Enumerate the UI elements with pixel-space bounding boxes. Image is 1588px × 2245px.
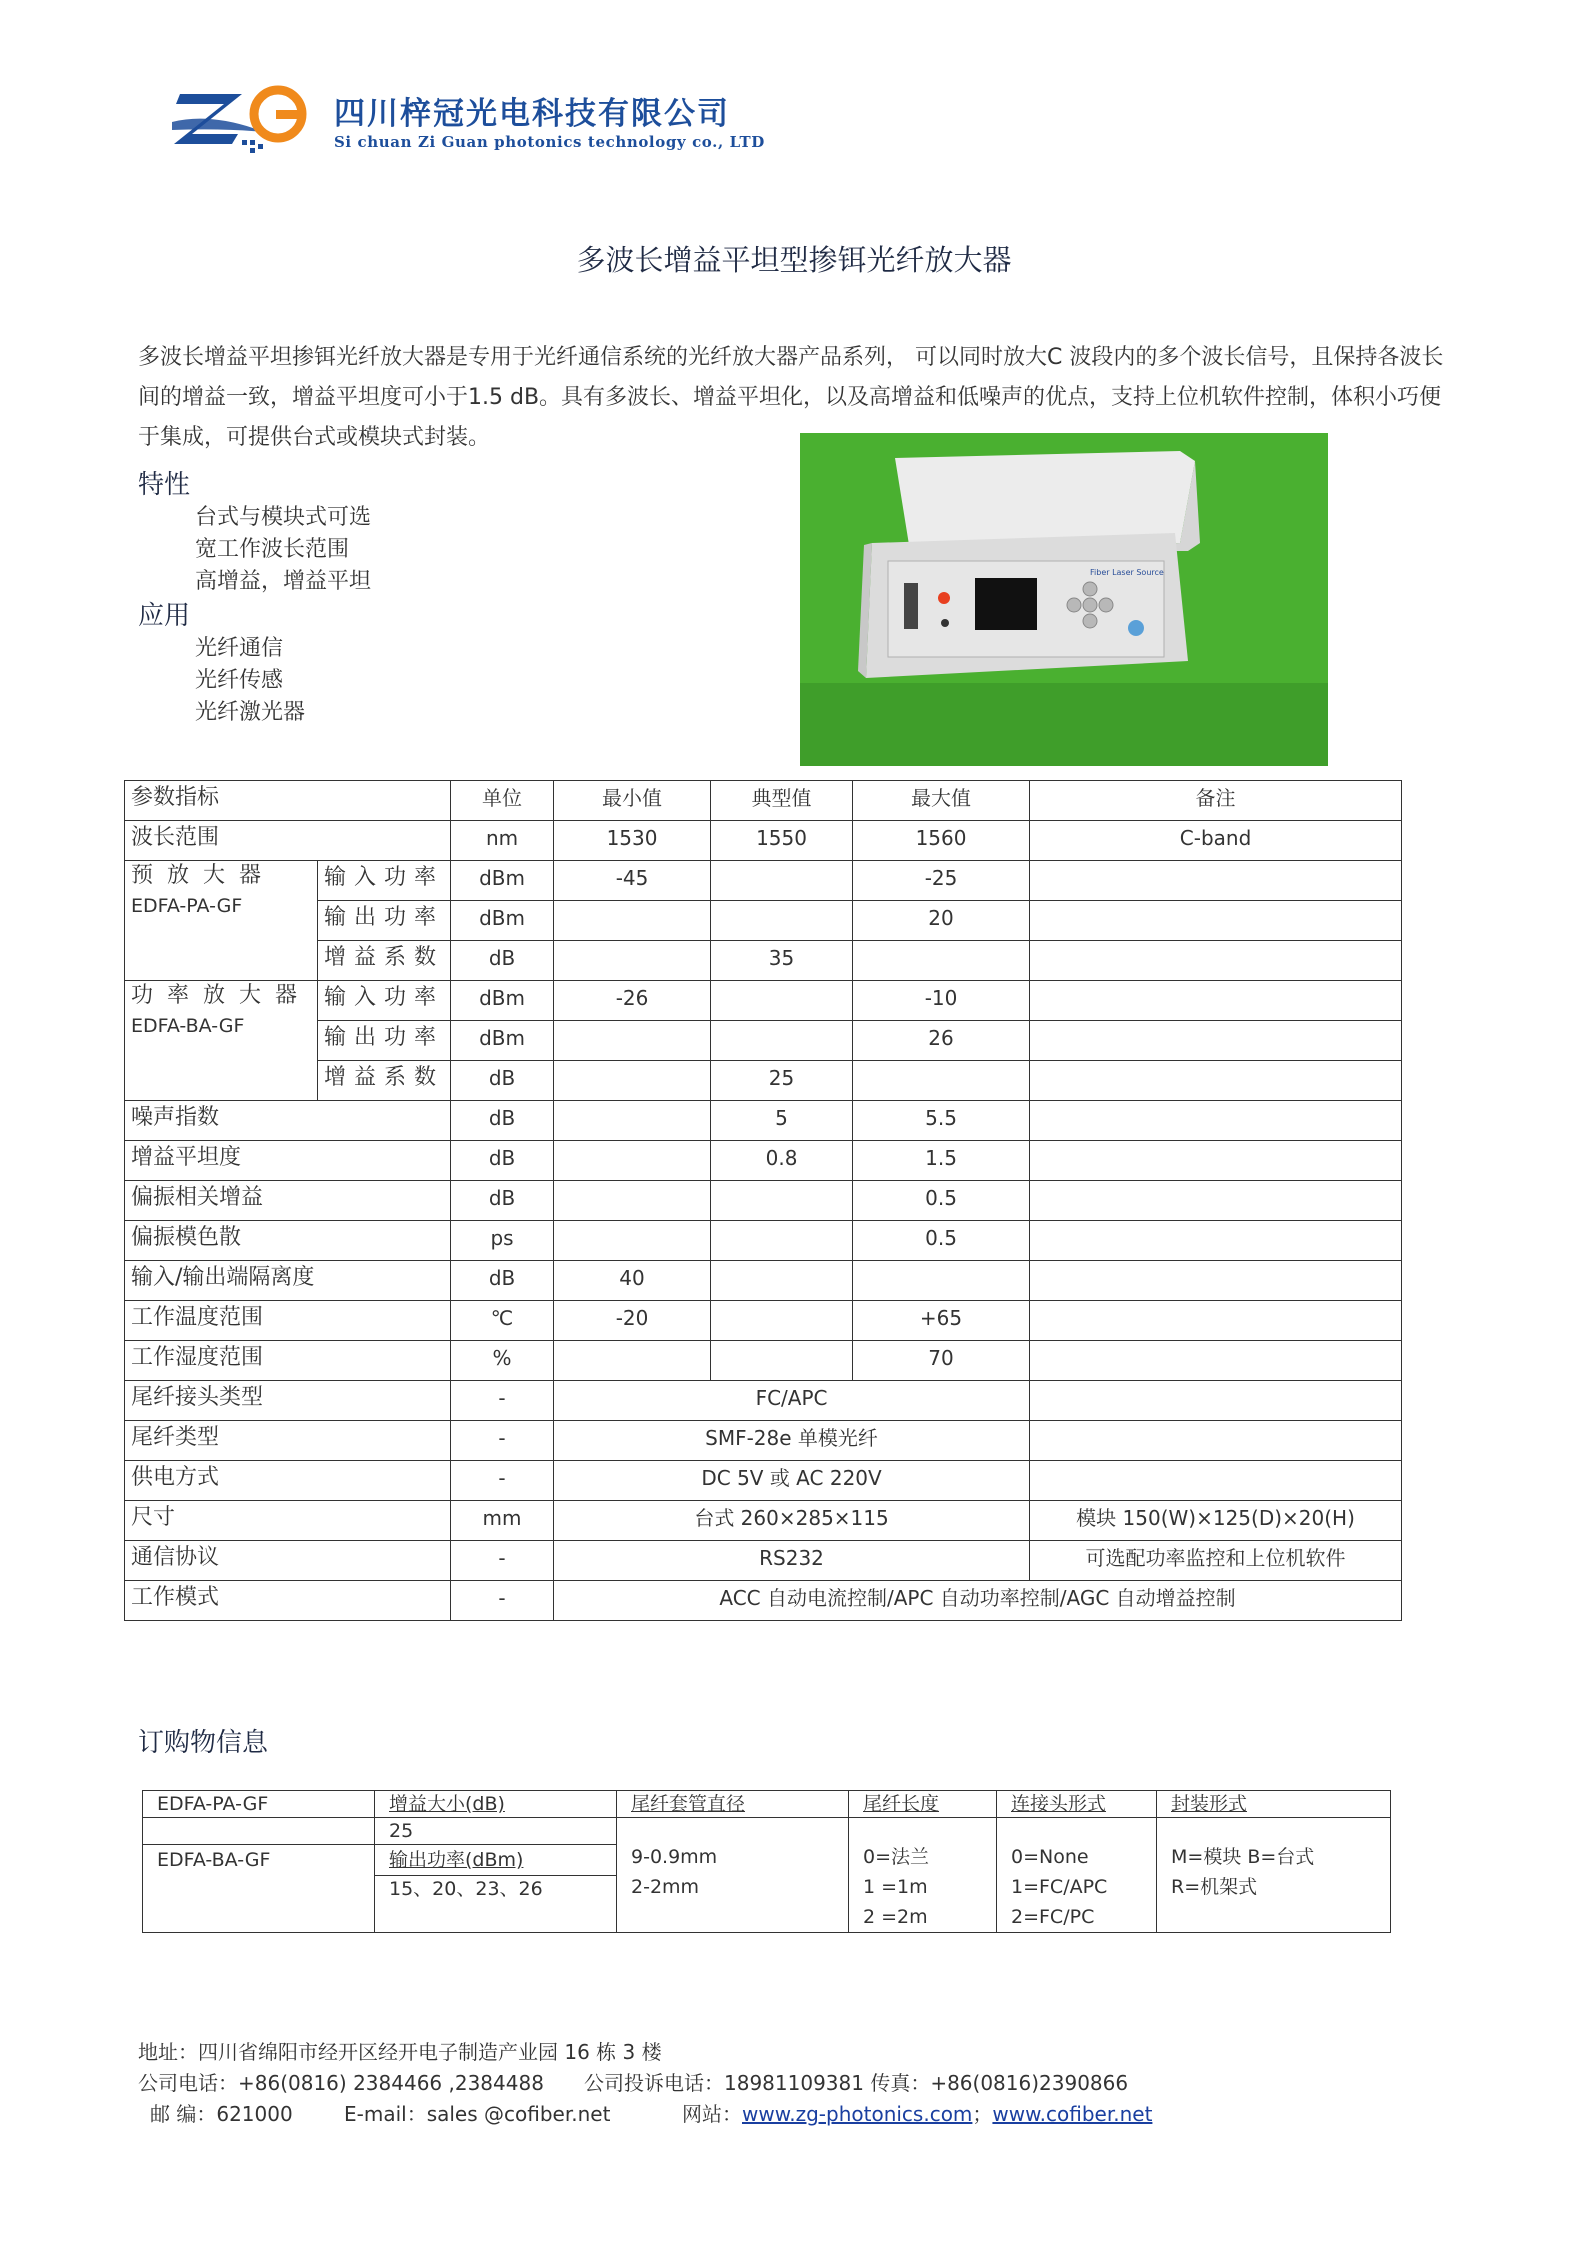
max-cell: 0.5	[853, 1181, 1030, 1221]
typ-cell	[711, 1301, 853, 1341]
logo-letters: ZG	[172, 82, 174, 83]
min-cell	[554, 1061, 711, 1101]
th-typ: 典型值	[711, 781, 853, 821]
table-header-row	[125, 781, 1402, 821]
note-cell	[1030, 901, 1402, 941]
feature-item: 宽工作波长范围	[195, 537, 350, 562]
order-power-label: 输出功率(dBm)	[375, 1844, 616, 1876]
value-cell: 台式 260×285×115	[554, 1501, 1030, 1541]
unit-cell: dB	[451, 1261, 554, 1301]
min-cell	[554, 1101, 711, 1141]
feature-item: 台式与模块式可选	[195, 505, 372, 530]
group-model: EDFA-BA-GF	[131, 1015, 245, 1037]
min-cell: -26	[554, 981, 711, 1021]
unit-cell: dB	[451, 1061, 554, 1101]
unit-cell: dBm	[451, 901, 554, 941]
company-name-en: Si chuan Zi Guan photonics technology co., LTD	[334, 133, 765, 151]
footer-website	[682, 2098, 1152, 2127]
th-min: 最小值	[554, 781, 711, 821]
table-row	[125, 861, 1402, 901]
order-heading: 订购物信息	[138, 1728, 269, 1758]
max-cell: 70	[853, 1341, 1030, 1381]
min-cell	[554, 1341, 711, 1381]
order-ferrule-label: 尾纤套管直径	[617, 1791, 848, 1818]
order-package-label: 封装形式	[1157, 1791, 1390, 1818]
unit-cell: nm	[451, 821, 554, 861]
typ-cell: 1550	[711, 821, 853, 861]
min-cell	[554, 941, 711, 981]
table-row	[125, 1381, 1402, 1421]
application-item: 光纤传感	[195, 668, 284, 693]
param-name: 噪声指数	[125, 1101, 451, 1141]
company-logo	[172, 82, 322, 154]
table-row	[125, 1421, 1402, 1461]
unit-cell: mm	[451, 1501, 554, 1541]
param-name: 供电方式	[125, 1461, 451, 1501]
sub-param: 输入功率	[318, 981, 451, 1021]
unit-cell: -	[451, 1421, 554, 1461]
order-ferrule-value: 2-2mm	[631, 1876, 700, 1898]
param-name: 工作温度范围	[125, 1301, 451, 1341]
order-connector-value: 0=None	[1011, 1846, 1089, 1868]
unit-cell: dB	[451, 1181, 554, 1221]
table-row	[125, 1301, 1402, 1341]
typ-cell: 35	[711, 941, 853, 981]
order-model-pa: EDFA-PA-GF	[143, 1791, 374, 1818]
applications-heading: 应用	[138, 601, 191, 631]
website-link-2[interactable]: www.cofiber.net	[992, 2102, 1153, 2126]
note-cell	[1030, 1381, 1402, 1421]
unit-cell: dBm	[451, 861, 554, 901]
order-length-value: 0=法兰	[863, 1846, 930, 1868]
table-row	[125, 1501, 1402, 1541]
value-cell: DC 5V 或 AC 220V	[554, 1461, 1030, 1501]
value-cell: RS232	[554, 1541, 1030, 1581]
sub-param: 输出功率	[318, 1021, 451, 1061]
typ-cell	[711, 901, 853, 941]
param-name: 尾纤接头类型	[125, 1381, 451, 1421]
param-name: 输入/输出端隔离度	[125, 1261, 451, 1301]
application-item: 光纤通信	[195, 636, 284, 661]
typ-cell: 5	[711, 1101, 853, 1141]
order-model-ba: EDFA-BA-GF	[143, 1844, 374, 1875]
sub-param: 输入功率	[318, 861, 451, 901]
value-cell: FC/APC	[554, 1381, 1030, 1421]
order-gain-value: 25	[389, 1820, 414, 1842]
unit-cell: dBm	[451, 981, 554, 1021]
table-row	[125, 821, 1402, 861]
order-connector-value: 1=FC/APC	[1011, 1876, 1108, 1898]
unit-cell: dBm	[451, 1021, 554, 1061]
table-row	[125, 1581, 1402, 1621]
order-length-value: 1 =1m	[863, 1876, 928, 1898]
min-cell: 1530	[554, 821, 711, 861]
note-cell	[1030, 1021, 1402, 1061]
param-name: 通信协议	[125, 1541, 451, 1581]
order-length-cell	[849, 1791, 997, 1933]
table-row	[125, 981, 1402, 1021]
note-cell	[1030, 1101, 1402, 1141]
unit-cell: dB	[451, 1101, 554, 1141]
note-cell: 模块 150(W)×125(D)×20(H)	[1030, 1501, 1402, 1541]
note-cell	[1030, 941, 1402, 981]
document-title: 多波长增益平坦型掺铒光纤放大器	[576, 243, 1012, 277]
table-row	[125, 1141, 1402, 1181]
group-name: 功率放大器	[131, 983, 312, 1008]
order-power-values: 15、20、23、26	[389, 1878, 543, 1900]
th-param: 参数指标	[125, 781, 451, 821]
order-model-cell	[143, 1791, 375, 1933]
typ-cell	[711, 1261, 853, 1301]
order-package-cell	[1157, 1791, 1391, 1933]
order-package-value: M=模块 B=台式	[1171, 1846, 1315, 1868]
max-cell: 5.5	[853, 1101, 1030, 1141]
group-model: EDFA-PA-GF	[131, 895, 243, 917]
group-name: 预放大器	[131, 863, 276, 888]
panel-label: Fiber Laser Source	[1090, 568, 1164, 577]
footer-phone: 公司电话：+86(0816) 2384466 ,2384488	[138, 2071, 544, 2095]
th-max: 最大值	[853, 781, 1030, 821]
note-cell	[1030, 1261, 1402, 1301]
min-cell	[554, 1021, 711, 1061]
param-name: 工作模式	[125, 1581, 451, 1621]
note-cell	[1030, 1181, 1402, 1221]
param-name: 偏振模色散	[125, 1221, 451, 1261]
value-cell: ACC 自动电流控制/APC 自动功率控制/AGC 自动增益控制	[554, 1581, 1402, 1621]
order-ferrule-value: 9-0.9mm	[631, 1846, 718, 1868]
note-cell	[1030, 1421, 1402, 1461]
min-cell: -45	[554, 861, 711, 901]
footer-email: E-mail：sales @cofiber.net	[344, 2102, 611, 2126]
max-cell: 20	[853, 901, 1030, 941]
application-item: 光纤激光器	[195, 700, 306, 725]
note-cell	[1030, 1461, 1402, 1501]
typ-cell: 0.8	[711, 1141, 853, 1181]
unit-cell: ℃	[451, 1301, 554, 1341]
footer-address: 地址：四川省绵阳市经开区经开电子制造产业园 16 栋 3 楼	[138, 2040, 662, 2064]
group-cell	[125, 981, 318, 1101]
param-name: 尺寸	[125, 1501, 451, 1541]
order-connector-label: 连接头形式	[997, 1791, 1156, 1818]
table-row	[125, 1341, 1402, 1381]
max-cell: +65	[853, 1301, 1030, 1341]
max-cell: 1.5	[853, 1141, 1030, 1181]
typ-cell	[711, 1221, 853, 1261]
param-name: 尾纤类型	[125, 1421, 451, 1461]
company-name-cn: 四川梓冠光电科技有限公司	[334, 96, 730, 132]
unit-cell: dB	[451, 1141, 554, 1181]
website-separator: ；	[972, 2102, 993, 2126]
min-cell	[554, 1181, 711, 1221]
note-cell	[1030, 1061, 1402, 1101]
note-cell	[1030, 1141, 1402, 1181]
footer-complaint: 公司投诉电话：18981109381 传真：+86(0816)2390866	[584, 2071, 1129, 2095]
order-table	[142, 1790, 1391, 1933]
note-cell	[1030, 1301, 1402, 1341]
table-row	[125, 1461, 1402, 1501]
order-gain-cell	[375, 1791, 617, 1933]
unit-cell: -	[451, 1461, 554, 1501]
value-cell: SMF-28e 单模光纤	[554, 1421, 1030, 1461]
note-cell: C-band	[1030, 821, 1402, 861]
max-cell: 1560	[853, 821, 1030, 861]
product-photo	[800, 433, 1328, 766]
note-cell	[1030, 1341, 1402, 1381]
order-ferrule-cell	[617, 1791, 849, 1933]
note-cell: 可选配功率监控和上位机软件	[1030, 1541, 1402, 1581]
min-cell	[554, 1141, 711, 1181]
max-cell: 0.5	[853, 1221, 1030, 1261]
unit-cell: dB	[451, 941, 554, 981]
typ-cell	[711, 1341, 853, 1381]
sub-param: 增益系数	[318, 941, 451, 981]
order-gain-label: 增益大小(dB)	[375, 1791, 616, 1818]
typ-cell	[711, 1181, 853, 1221]
order-connector-value: 2=FC/PC	[1011, 1906, 1095, 1928]
order-connector-cell	[997, 1791, 1157, 1933]
order-length-value: 2 =2m	[863, 1906, 928, 1928]
unit-cell: -	[451, 1541, 554, 1581]
order-length-label: 尾纤长度	[849, 1791, 996, 1818]
max-cell	[853, 941, 1030, 981]
min-cell	[554, 901, 711, 941]
table-row	[125, 1101, 1402, 1141]
note-cell	[1030, 1221, 1402, 1261]
sub-param: 输出功率	[318, 901, 451, 941]
min-cell	[554, 1221, 711, 1261]
min-cell: 40	[554, 1261, 711, 1301]
table-row	[125, 1181, 1402, 1221]
spec-table	[124, 780, 1402, 1621]
footer-postcode: 邮 编：621000	[150, 2102, 293, 2126]
sub-param: 增益系数	[318, 1061, 451, 1101]
table-row	[125, 1221, 1402, 1261]
feature-item: 高增益，增益平坦	[195, 569, 372, 594]
param-name: 增益平坦度	[125, 1141, 451, 1181]
max-cell: -10	[853, 981, 1030, 1021]
param-name: 波长范围	[125, 821, 451, 861]
website-link-1[interactable]: www.zg-photonics.com	[742, 2102, 973, 2126]
th-note: 备注	[1030, 781, 1402, 821]
param-name: 工作湿度范围	[125, 1341, 451, 1381]
note-cell	[1030, 981, 1402, 1021]
table-row	[125, 1541, 1402, 1581]
max-cell	[853, 1261, 1030, 1301]
typ-cell	[711, 861, 853, 901]
note-cell	[1030, 861, 1402, 901]
th-unit: 单位	[451, 781, 554, 821]
unit-cell: %	[451, 1341, 554, 1381]
max-cell: -25	[853, 861, 1030, 901]
typ-cell	[711, 981, 853, 1021]
min-cell: -20	[554, 1301, 711, 1341]
features-heading: 特性	[138, 470, 191, 500]
typ-cell	[711, 1021, 853, 1061]
intro-paragraph: 多波长增益平坦掺铒光纤放大器是专用于光纤通信系统的光纤放大器产品系列， 可以同时放大C 波段内的多个波长信号，且保持各波长间的增益一致，增益平坦度可小于1.5 dB。具有多波长、增益平坦化，以及高增益和低噪声的优点，支持上位机软件控制，体积小巧便于集成，可提供台式或模块式封装。	[138, 345, 1444, 450]
typ-cell: 25	[711, 1061, 853, 1101]
website-label: 网站：	[682, 2102, 742, 2126]
group-cell	[125, 861, 318, 981]
table-row	[125, 1261, 1402, 1301]
max-cell: 26	[853, 1021, 1030, 1061]
max-cell	[853, 1061, 1030, 1101]
unit-cell: -	[451, 1581, 554, 1621]
order-package-value: R=机架式	[1171, 1876, 1258, 1898]
unit-cell: -	[451, 1381, 554, 1421]
unit-cell: ps	[451, 1221, 554, 1261]
param-name: 偏振相关增益	[125, 1181, 451, 1221]
